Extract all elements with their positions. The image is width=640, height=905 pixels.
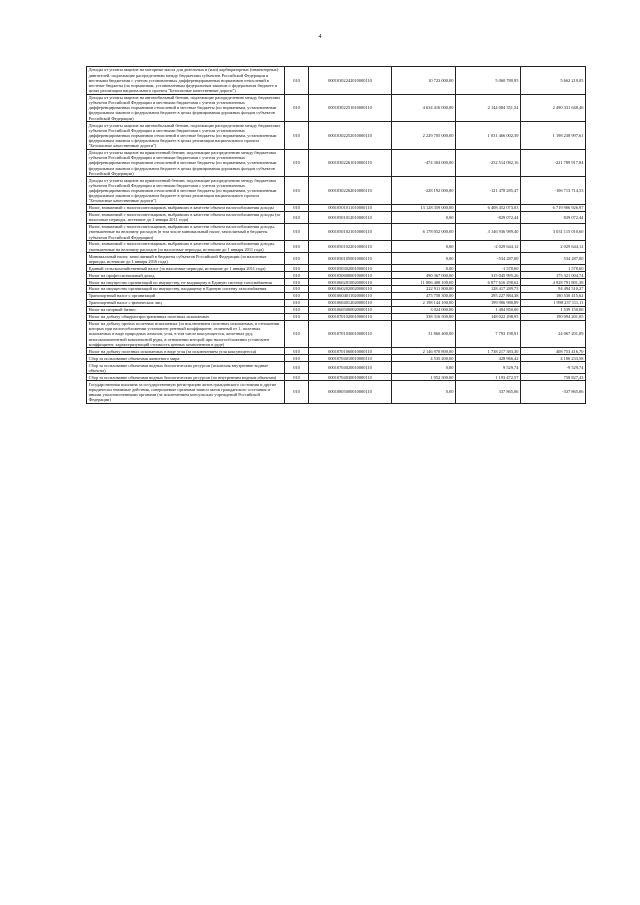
unexecuted-amount-cell: 1 998 237 111,11 [521,299,586,306]
unexecuted-amount-cell: -337 865,06 [521,381,586,403]
income-name-cell: Налог на добычу общераспространенных полезных ископаемых [87,313,285,320]
assigned-amount-cell: 0,00 [392,265,456,272]
table-row [87,177,586,205]
table-row [87,122,586,150]
assigned-amount-cell: 3 024 000,00 [392,306,456,313]
assigned-amount-cell: 490 367 000,00 [392,272,456,279]
unexecuted-amount-cell: 2 029 644,12 [521,241,586,253]
assigned-amount-cell: 1 952 300,00 [392,374,456,381]
classification-code-cell: 00010602010020000110 [309,279,392,286]
executed-amount-cell: 6 408 452 073,03 [456,204,521,211]
page-number: 4 [318,34,322,40]
executed-amount-cell: 315 045 995,26 [456,272,521,279]
line-code-cell: 010 [285,306,309,313]
line-code-cell: 010 [285,293,309,300]
table-row [87,299,586,306]
income-name-cell: Налог, взимаемый с налогоплательщиков, выбравших в качестве объекта налогообложения доходы [87,204,285,211]
table-row [87,149,586,177]
executed-amount-cell: -121 478 285,47 [456,177,521,205]
assigned-amount-cell: 10 723 000,00 [392,67,456,95]
executed-amount-cell: 3 146 936 989,40 [456,223,521,240]
line-code-cell: 010 [285,177,309,205]
unexecuted-amount-cell: 534 287,00 [521,253,586,265]
executed-amount-cell: -252 514 082,16 [456,149,521,177]
income-name-cell: Налог, взимаемый с налогоплательщиков, выбравших в качестве объекта налогообложения доходы, уменьшенные на величину расходов (в том числе минимальный налог, зачисляемый в бюджеты субъектов Российской Федерации) [87,223,285,240]
classification-code-cell: 00010302251010000110 [309,94,392,122]
line-code-cell: 010 [285,94,309,122]
income-name-cell: Налог на имущество организаций по имуществу, входящему в Единую систему газоснабжения [87,286,285,293]
income-name-cell: Транспортный налог с физических лиц [87,299,285,306]
assigned-amount-cell: 13 128 359 000,00 [392,204,456,211]
classification-code-cell: 00010701030010000110 [309,320,392,348]
line-code-cell: 010 [285,223,309,240]
income-name-cell: Налог на имущество организаций по имуществу, не входящему в Единую систему газоснабжения [87,279,285,286]
classification-code-cell: 00010604011020000110 [309,293,392,300]
line-code-cell: 010 [285,299,309,306]
assigned-amount-cell: 4 634 416 000,00 [392,94,456,122]
unexecuted-amount-cell: 1 578,60 [521,265,586,272]
executed-amount-cell: 148 022 298,95 [456,313,521,320]
line-code-cell: 010 [285,348,309,355]
line-code-cell: 010 [285,122,309,150]
table-row [87,381,586,403]
classification-code-cell: 00010602020020000110 [309,286,392,293]
table-row [87,320,586,348]
executed-amount-cell: -1 578,60 [456,265,521,272]
line-code-cell: 010 [285,272,309,279]
classification-code-cell: 00010501050010000110 [309,253,392,265]
unexecuted-amount-cell: 1 539 150,00 [521,306,586,313]
unexecuted-amount-cell: 175 321 004,74 [521,272,586,279]
income-table-body [87,67,586,404]
assigned-amount-cell: 222 911 800,00 [392,286,456,293]
income-name-cell: Доходы от уплаты акцизов на моторные масла для дизельных и (или) карбюраторных (инжекторных) двигателей, подлежащие распределению между бюджетами субъектов Российской Федерации и местными бюджетами с учетом установленных дифференцированных нормативов отчислений в местные бюджеты (по нормативам, установленным федеральным законом о федеральном бюджете в целях реализации национального проекта "Безопасные качественные дороги") [87,67,285,95]
executed-amount-cell: 9 529,74 [456,362,521,374]
classification-code-cell: 00010501021010000110 [309,223,392,240]
unexecuted-amount-cell: 1 198 238 997,61 [521,122,586,150]
classification-code-cell: 00010805000010000110 [309,381,392,403]
income-name-cell: Налог, взимаемый с налогоплательщиков, выбравших в качестве объекта налогообложения доходы, уменьшенные на величину расходов (за налоговые периоды, истекшие до 1 января 2011 года) [87,241,285,253]
income-name-cell: Налог на игорный бизнес [87,306,285,313]
line-code-cell: 010 [285,265,309,272]
classification-code-cell: 00010302242010000110 [309,67,392,95]
unexecuted-amount-cell: -221 789 917,84 [521,149,586,177]
unexecuted-amount-cell: 94 494 510,27 [521,286,586,293]
income-name-cell: Сбор за пользование объектами животного мира [87,355,285,362]
line-code-cell: 010 [285,279,309,286]
classification-code-cell: 00010604012020000110 [309,299,392,306]
assigned-amount-cell: 6 178 052 000,00 [392,223,456,240]
line-code-cell: 010 [285,211,309,223]
classification-code-cell: 00010704030010000110 [309,374,392,381]
unexecuted-amount-cell: 408 753 416,70 [521,348,586,355]
line-code-cell: 010 [285,374,309,381]
executed-amount-cell: 5 060 780,95 [456,67,521,95]
unexecuted-amount-cell: 180 530 415,62 [521,293,586,300]
unexecuted-amount-cell: 758 827,43 [521,374,586,381]
unexecuted-amount-cell: 3 031 115 010,60 [521,223,586,240]
income-name-cell: Налог на добычу прочих полезных ископаемых (за исключением полезных ископаемых, в отношении которых при налогообложении установлен рентный коэффициент, отличный от 1, полезных ископаемых в виде природных алмазов, угля, в том числе коксующегося, железных руд, многокомпонентной комплексной руды, в отношении которой при налогообложении установлен коэффициент, характеризующий стоимость ценных компонентов в руде) [87,320,285,348]
table-row [87,286,586,293]
line-code-cell: 010 [285,204,309,211]
executed-amount-cell: 1 031 466 002,39 [456,122,521,150]
assigned-amount-cell: 2 146 970 800,00 [392,348,456,355]
table-row [87,94,586,122]
assigned-amount-cell: 475 758 300,00 [392,293,456,300]
income-name-cell: Доходы от уплаты акцизов на прямогонный бензин, подлежащие распределению между бюджетами субъектов Российской Федерации и местными бюджетами с учетом установленных дифференцированных нормативов отчислений в местные бюджеты (по нормативам, установленным федеральным законом о федеральном бюджете в целях формирования дорожных фондов субъектов Российской Федерации) [87,149,285,177]
unexecuted-amount-cell: -106 713 714,53 [521,177,586,205]
executed-amount-cell: 295 227 884,38 [456,293,521,300]
classification-code-cell: 00010701020010000110 [309,313,392,320]
table-row [87,279,586,286]
unexecuted-amount-cell: -9 529,74 [521,362,586,374]
income-name-cell: Сбор за пользование объектами водных биологических ресурсов (исключая внутренние водные объекты) [87,362,285,374]
income-name-cell: Транспортный налог с организаций [87,293,285,300]
assigned-amount-cell: -474 304 000,00 [392,149,456,177]
income-name-cell: Налог, взимаемый с налогоплательщиков, выбравших в качестве объекта налогообложения доходы (за налоговые периоды, истекшие до 1 января 2011 года) [87,211,285,223]
assigned-amount-cell: 4 535 200,00 [392,355,456,362]
line-code-cell: 010 [285,149,309,177]
executed-amount-cell: 7 793 198,91 [456,320,521,348]
executed-amount-cell: 2 144 084 351,54 [456,94,521,122]
classification-code-cell: 00010701060010000110 [309,348,392,355]
classification-code-cell: 00010302261010000110 [309,149,392,177]
executed-amount-cell: 1 484 850,00 [456,306,521,313]
table-row [87,272,586,279]
income-name-cell: Налог на добычу полезных ископаемых в виде угля (за исключением угля коксующегося) [87,348,285,355]
assigned-amount-cell: 2 198 144 100,00 [392,299,456,306]
classification-code-cell: 00010503020010000110 [309,265,392,272]
income-name-cell: Налог на профессиональный доход [87,272,285,279]
unexecuted-amount-cell: 2 490 331 648,46 [521,94,586,122]
assigned-amount-cell: 0,00 [392,362,456,374]
table-row [87,253,586,265]
executed-amount-cell: -2 029 644,12 [456,241,521,253]
executed-amount-cell: 1 193 472,57 [456,374,521,381]
classification-code-cell: 00010501011010000110 [309,204,392,211]
table-row [87,211,586,223]
unexecuted-amount-cell: 190 094 201,05 [521,313,586,320]
executed-amount-cell: 428 966,42 [456,355,521,362]
executed-amount-cell: -829 072,44 [456,211,521,223]
unexecuted-amount-cell: 4 928 791 801,38 [521,279,586,286]
table-row [87,241,586,253]
table-row [87,355,586,362]
classification-code-cell: 00010704020010000110 [309,362,392,374]
table-row [87,265,586,272]
line-code-cell: 010 [285,320,309,348]
line-code-cell: 010 [285,253,309,265]
income-name-cell: Сбор за пользование объектами водных биологических ресурсов (по внутренним водным объектам) [87,374,285,381]
table-row [87,313,586,320]
table-row [87,362,586,374]
executed-amount-cell: 1 738 217 383,30 [456,348,521,355]
line-code-cell: 010 [285,355,309,362]
assigned-amount-cell: 2 229 705 000,00 [392,122,456,150]
classification-code-cell: 00010506000010000110 [309,272,392,279]
executed-amount-cell: -534 287,00 [456,253,521,265]
unexecuted-amount-cell: 4 106 233,58 [521,355,586,362]
line-code-cell: 010 [285,67,309,95]
income-name-cell: Минимальный налог, зачисляемый в бюджеты субъектов Российской Федерации (за налоговые периоды, истекшие до 1 января 2016 года) [87,253,285,265]
assigned-amount-cell: 0,00 [392,253,456,265]
assigned-amount-cell: 338 316 500,00 [392,313,456,320]
income-name-cell: Государственная пошлина за государственную регистрацию актов гражданского состояния и другие юридически значимые действия, совершаемые органами записи актов гражданского состояния и иными уполномоченными органами (за исключением консульских учреждений Российской Федерации) [87,381,285,403]
classification-code-cell: 00010704010010000110 [309,355,392,362]
table-row [87,306,586,313]
classification-code-cell: 00010302262010000110 [309,177,392,205]
assigned-amount-cell: 0,00 [392,381,456,403]
unexecuted-amount-cell: 5 662 219,05 [521,67,586,95]
classification-code-cell: 00010501022010000110 [309,241,392,253]
assigned-amount-cell: 0,00 [392,211,456,223]
assigned-amount-cell: 31 860 400,00 [392,320,456,348]
executed-amount-cell: 199 906 988,89 [456,299,521,306]
line-code-cell: 010 [285,381,309,403]
table-row [87,293,586,300]
income-name-cell: Единый сельскохозяйственный налог (за налоговые периоды, истекшие до 1 января 2011 года) [87,265,285,272]
line-code-cell: 010 [285,241,309,253]
assigned-amount-cell: 0,00 [392,241,456,253]
executed-amount-cell: 6 877 616 298,62 [456,279,521,286]
table-row [87,204,586,211]
classification-code-cell: 00010302252010000110 [309,122,392,150]
line-code-cell: 010 [285,286,309,293]
assigned-amount-cell: 11 806 408 100,00 [392,279,456,286]
line-code-cell: 010 [285,362,309,374]
income-name-cell: Доходы от уплаты акцизов на прямогонный бензин, подлежащие распределению между бюджетами субъектов Российской Федерации и местными бюджетами с учетом установленных дифференцированных нормативов отчислений в местные бюджеты (по нормативам, установленным федеральным законом о федеральном бюджете в целях реализации национального проекта "Безопасные качественные дороги") [87,177,285,205]
table-row [87,223,586,240]
classification-code-cell: 00010605000020000110 [309,306,392,313]
classification-code-cell: 00010501012010000110 [309,211,392,223]
income-name-cell: Доходы от уплаты акцизов на автомобильный бензин, подлежащие распределению между бюджетами субъектов Российской Федерации и местными бюджетами с учетом установленных дифференцированных нормативов отчислений в местные бюджеты (по нормативам, установленным федеральным законом о федеральном бюджете в целях формирования дорожных фондов субъектов Российской Федерации) [87,94,285,122]
unexecuted-amount-cell: 829 072,44 [521,211,586,223]
table-row [87,348,586,355]
unexecuted-amount-cell: 6 719 906 926,97 [521,204,586,211]
executed-amount-cell: 337 865,06 [456,381,521,403]
executed-amount-cell: 128 417 289,73 [456,286,521,293]
income-table [86,66,586,404]
table-row [87,67,586,95]
table-row [87,374,586,381]
income-name-cell: Доходы от уплаты акцизов на автомобильный бензин, подлежащие распределению между бюджетами субъектов Российской Федерации и местными бюджетами с учетом установленных дифференцированных нормативов отчислений в местные бюджеты (по нормативам, установленным федеральным законом о федеральном бюджете в целях реализации национального проекта "Безопасные качественные дороги") [87,122,285,150]
assigned-amount-cell: -228 192 000,00 [392,177,456,205]
unexecuted-amount-cell: 24 067 201,09 [521,320,586,348]
line-code-cell: 010 [285,313,309,320]
